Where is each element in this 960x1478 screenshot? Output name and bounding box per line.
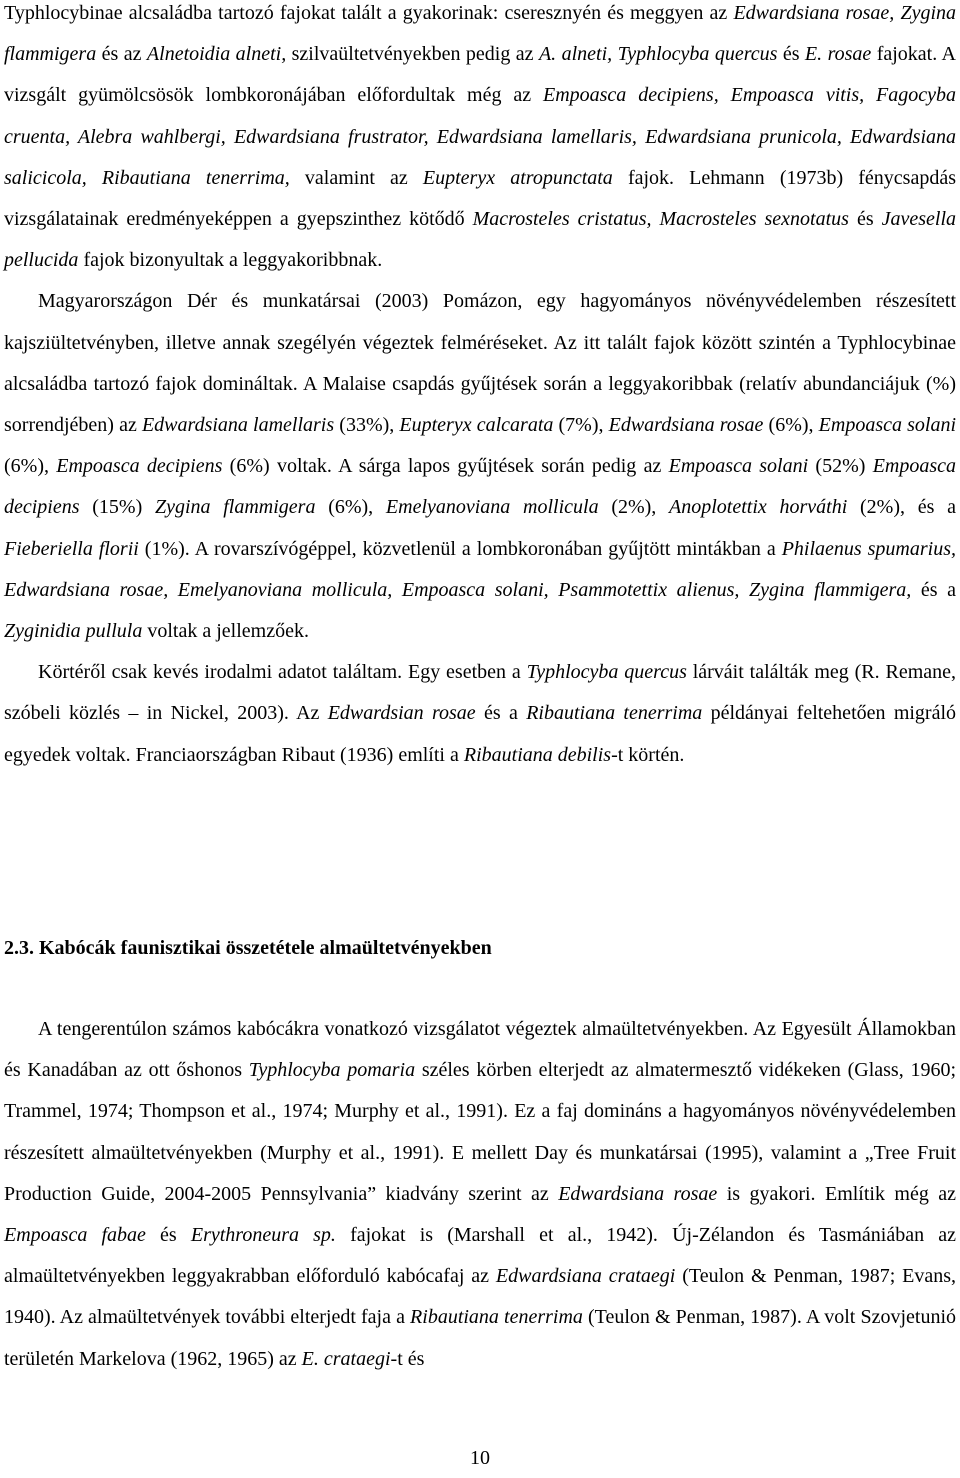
- text-run: és a: [475, 702, 527, 725]
- text-run: példányai feltehetően migráló egyedek voltak. Franciaországban Ribaut (1936) említi a: [4, 702, 957, 766]
- italic-species-name: Fieberiella florii: [4, 537, 139, 560]
- document-page: [4, 0, 956, 1470]
- text-run: A tengerentúlon számos kabócákra vonatkozó vizsgálatot végeztek almaültetvényekben. Az Egyesült Államokban és Kanadában az ott őshonos: [4, 1018, 956, 1082]
- text-run: fajokat is (Marshall et al., 1942). Új-Zélandon és Tasmániában az almaültetvényekben leggyakrabban előforduló kabócafaj az: [4, 1224, 956, 1288]
- italic-species-name: Empoasca decipiens: [4, 455, 957, 519]
- italic-species-name: A. alneti, Typhlocyba quercus: [538, 43, 778, 66]
- text-run: fajok. Lehmann (1973b) fénycsapdás vizsgálatainak eredményeképpen a gyepszinthez kötődő: [4, 166, 956, 231]
- text-run: és a: [911, 578, 956, 601]
- text-run: (6%) voltak. A sárga lapos gyűjtések során pedig az: [222, 455, 669, 478]
- italic-species-name: Empoasca fabae: [4, 1224, 146, 1247]
- text-run: lárváit találták meg (R. Remane, szóbeli közlés – in Nickel, 2003). Az: [4, 661, 957, 725]
- italic-species-name: Philaenus spumarius, Edwardsiana rosae, Emelyanoviana mollicula, Empoasca solani, Psammotettix alienus, Zygina flammigera,: [4, 537, 956, 601]
- text-run: és: [145, 1224, 191, 1247]
- text-run: (2%),: [598, 496, 670, 519]
- italic-species-name: Empoasca decipiens, Empoasca vitis, Fagocyba cruenta, Alebra wahlbergi, Edwardsiana frustrator, Edwardsiana lamellaris, Edwardsiana prunicola, Edwardsiana salicicola, Ribautiana tenerrima,: [4, 84, 957, 189]
- italic-species-name: Eupteryx calcarata: [399, 414, 554, 437]
- text-run: Körtéről csak kevés irodalmi adatot találtam. Egy esetben a: [38, 661, 527, 684]
- italic-species-name: Typhlocyba pomaria: [248, 1059, 416, 1082]
- italic-species-name: Edwardsiana crataegi: [495, 1265, 676, 1288]
- text-run: (2%), és a: [847, 496, 956, 519]
- italic-species-name: Ribautiana tenerrima: [526, 702, 703, 725]
- italic-species-name: Empoasca solani: [818, 414, 957, 437]
- text-run: fajokat. A vizsgált gyümölcsösök lombkoronájában előfordultak még az: [4, 43, 957, 107]
- italic-species-name: Empoasca solani: [668, 455, 809, 478]
- italic-species-name: Edwardsiana rosae, Zygina flammigera: [4, 2, 956, 66]
- italic-species-name: Zyginidia pullula: [4, 620, 143, 643]
- text-run: (1%). A rovarszívógéppel, közvetlenül a lombkoronában gyűjtött mintákban a: [138, 537, 782, 560]
- italic-species-name: Macrosteles cristatus, Macrosteles sexnotatus: [472, 208, 849, 231]
- italic-species-name: Ribautiana tenerrima: [410, 1306, 583, 1329]
- italic-species-name: Eupteryx atropunctata: [422, 166, 613, 189]
- text-run: is gyakori. Említik még az: [717, 1182, 957, 1205]
- text-run: (7%),: [553, 414, 609, 437]
- italic-species-name: Anoplotettix horváthi: [669, 496, 848, 519]
- text-run: voltak a jellemzőek.: [142, 620, 309, 643]
- text-run: (6%),: [4, 455, 57, 478]
- text-run: és az: [96, 43, 147, 66]
- italic-species-name: Edwardsian rosae: [327, 702, 476, 725]
- text-run: (15%): [79, 496, 155, 519]
- text-run: (6%),: [315, 496, 386, 519]
- italic-species-name: Typhlocyba quercus: [526, 661, 687, 684]
- text-run: (Teulon & Penman, 1987; Evans, 1940). Az almaültetvények további elterjedt faja a: [4, 1265, 956, 1329]
- text-run: széles körben elterjedt az almatermesztő vidékeken (Glass, 1960; Trammel, 1974; Thompson et al., 1974; Murphy et al., 1991). Ez a faj domináns a hagyományos növényvédelemben részesített almaültetvényekben (Murphy et al., 1991). E mellett Day és munkatársai (1995), valamint a „Tree Fruit Production Guide, 2004-2005 Pennsylvania” kiadvány szerint az: [4, 1059, 957, 1205]
- text-run: és: [777, 43, 805, 66]
- italic-species-name: E. rosae: [804, 43, 872, 66]
- italic-species-name: Alnetoidia alneti,: [146, 43, 287, 66]
- text-block-2: [4, 1009, 956, 1380]
- text-run: valamint az: [289, 166, 423, 189]
- text-run: fajok bizonyultak a leggyakoribbnak.: [78, 249, 383, 272]
- paragraph: [4, 1009, 956, 1380]
- text-run: (33%),: [334, 414, 400, 437]
- page-number: 10: [470, 1447, 490, 1469]
- italic-species-name: Edwardsiana rosae: [608, 414, 764, 437]
- italic-species-name: Javesella pellucida: [4, 208, 956, 272]
- paragraph: [4, 281, 956, 652]
- text-run: Magyarországon Dér és munkatársai (2003) Pomázon, egy hagyományos növényvédelemben részesített kajsziültetvényben, illetve annak szegélyén végeztek felméréseket. Az itt talált fajok között szintén a Typhlocybinae alcsaládba tartozó fajok domináltak. A Malaise csapdás gyűjtések során a leggyakoribbak (relatív abundanciájuk (%) sorrendjében) az: [4, 290, 956, 437]
- text-run: -t körtén.: [611, 743, 685, 766]
- text-run: -t és: [390, 1347, 425, 1370]
- italic-species-name: E. crataegi: [301, 1347, 391, 1370]
- italic-species-name: Ribautiana debilis: [463, 743, 612, 766]
- text-block-1: [4, 0, 956, 776]
- italic-species-name: Edwardsiana rosae: [558, 1182, 718, 1205]
- text-run: szilvaültetvényekben pedig az: [286, 43, 539, 66]
- italic-species-name: Emelyanoviana mollicula: [385, 496, 599, 519]
- paragraph: [4, 652, 956, 776]
- italic-species-name: Edwardsiana lamellaris: [141, 414, 335, 437]
- text-run: (6%),: [763, 414, 819, 437]
- italic-species-name: Empoasca decipiens: [56, 455, 223, 478]
- italic-species-name: Zygina flammigera: [154, 496, 316, 519]
- text-run: Typhlocybinae alcsaládba tartozó fajokat talált a gyakorinak: cseresznyén és meggyen az: [4, 2, 734, 24]
- paragraph: [4, 0, 956, 281]
- italic-species-name: Erythroneura sp.: [190, 1224, 336, 1247]
- text-run: és: [848, 208, 882, 231]
- text-run: (52%): [808, 455, 873, 478]
- text-run: (Teulon & Penman, 1987). A volt Szovjetunió területén Markelova (1962, 1965) az: [4, 1306, 957, 1370]
- section-heading: 2.3. Kabócák faunisztikai összetétele almaültetvényekben: [4, 937, 492, 959]
